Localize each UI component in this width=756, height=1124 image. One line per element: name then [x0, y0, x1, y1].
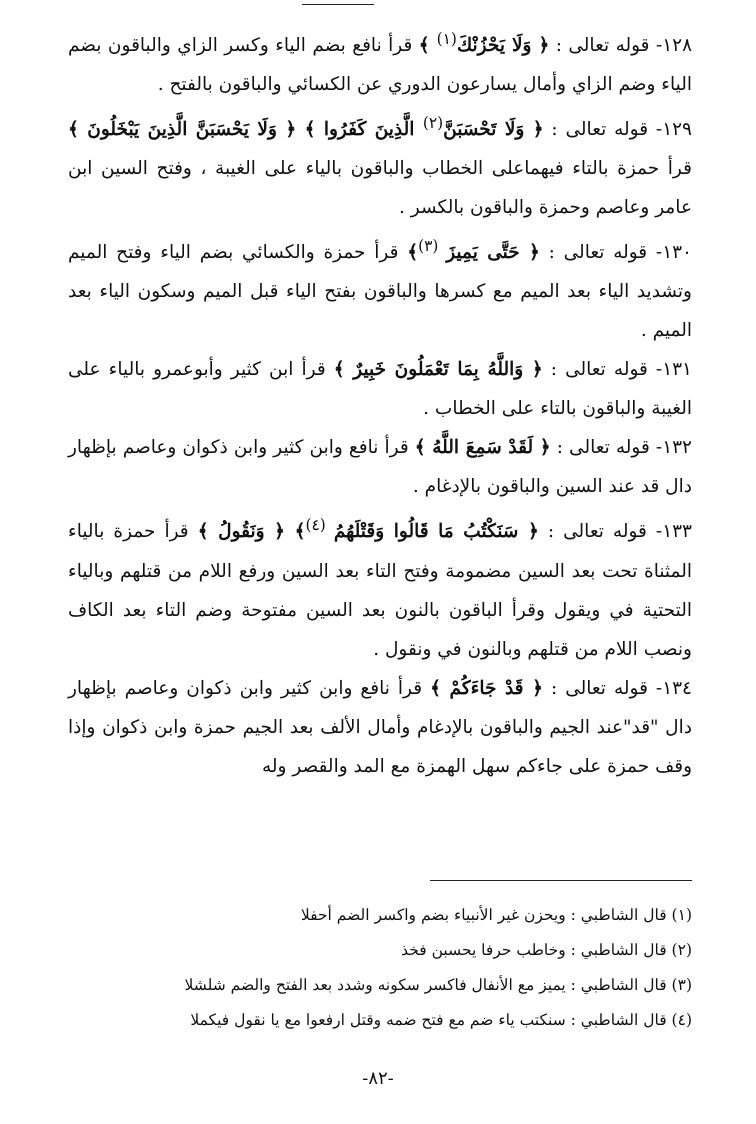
footnote-2: (٢) قال الشاطبي : وخاطب حرفا يحسبن فخذ	[401, 941, 692, 959]
paragraph-part: قرأ نافع وابن كثير وابن ذكوان وعاصم بإظهار دال قد عند السين والباقون بالإدغام .	[68, 437, 692, 498]
top-rule	[302, 4, 374, 5]
footnotes	[100, 898, 692, 1038]
footnote-3: (٣) قال الشاطبي : يميز مع الأنفال فاكسر سكونه وشدد بعد الفتح والضم شلشلا	[184, 976, 692, 994]
quran-verse: ﴿ قَدْ جَاءَكُمْ ﴾	[430, 677, 543, 699]
paragraph-part: ١٣١- قوله تعالى :	[542, 359, 692, 381]
paragraph-130	[68, 227, 692, 350]
paragraph-133	[68, 506, 692, 668]
paragraph-128	[68, 20, 692, 104]
footnote-4: (٤) قال الشاطبي : سنكتب ياء ضم مع فتح ضمه وقتل ارفعوا مع يا نقول فيكملا	[190, 1011, 692, 1029]
quran-verse: ﴿ وَلَا تَحْسَبَنَّ	[443, 119, 544, 141]
footnote-ref: (٢)	[422, 114, 444, 133]
page-number: -٨٢-	[362, 1068, 394, 1089]
quran-verse: ﴾ ﴿ وَنَقُولُ ﴾	[197, 521, 306, 543]
quran-verse: ﴿ وَلَا يَحْزُنْكَ	[456, 35, 550, 57]
paragraph-part: ١٣٠- قوله تعالى :	[539, 242, 692, 264]
quran-verse: الَّذِينَ كَفَرُوا ﴾ ﴿ وَلَا يَحْسَبَنَّ الَّذِينَ يَبْخَلُونَ ﴾	[68, 119, 423, 141]
paragraph-part: ١٢٨- قوله تعالى :	[549, 35, 693, 57]
paragraph-134	[68, 669, 692, 786]
paragraph-part: ١٢٩- قوله تعالى :	[543, 119, 692, 141]
quran-verse: ﴿ وَاللَّهُ بِمَا تَعْمَلُونَ خَبِيرٌ ﴾	[333, 359, 543, 381]
paragraph-129	[68, 104, 692, 227]
paragraph-part: قرأ ابن كثير وأبوعمرو بالياء على الغيبة والباقون بالتاء على الخطاب .	[68, 359, 692, 420]
paragraph-part: ١٣٢- قوله تعالى :	[550, 437, 692, 459]
paragraph-part: قرأ حمزة والكسائي بضم الياء وفتح الميم وتشديد الياء بعد الميم مع كسرها والباقون بفتح الياء قبل الميم وسكون الياء بعد الميم .	[68, 242, 692, 342]
paragraph-part: قرأ حمزة بالتاء فيهماعلى الخطاب والباقون بالياء على الغيبة ، وفتح السين ابن عامر وعاصم وحمزة والباقون بالكسر .	[68, 158, 692, 219]
paragraph-part: ١٣٤- قوله تعالى :	[542, 677, 692, 699]
paragraph-part: قرأ نافع وابن كثير وابن ذكوان وعاصم بإظهار دال "قد"عند الجيم والباقون بالإدغام وأمال الألف بعد الجيم حمزة وابن ذكوان وإذا وقف حمزة على جاءكم سهل الهمزة مع المد والقصر وله	[68, 677, 692, 777]
paragraph-part: قرأ حمزة بالياء المثناة تحت بعد السين مضمومة وفتح التاء بعد السين ورفع اللام من قتلهم وبالياء التحتية في ويقول وقرأ الباقون بالنون بعد السين مفتوحة وضم التاء بعد الكاف ونصب اللام من قتلهم وبالنون في ونقول .	[68, 521, 692, 660]
footnote-ref: (٤)	[305, 516, 334, 535]
footnote-1: (١) قال الشاطبي : ويحزن غير الأنبياء بضم واكسر الضم أحفلا	[300, 906, 692, 924]
quran-verse: ﴿ سَنَكْتُبُ مَا قَالُوا وَقَتْلَهُمُ	[333, 521, 539, 543]
quran-verse: ﴿ لَقَدْ سَمِعَ اللَّهُ ﴾	[414, 437, 551, 459]
footnote-ref: (٣)	[418, 237, 447, 256]
quran-verse: ﴿ حَتَّى يَمِيزَ	[446, 242, 540, 264]
quran-verse: ﴾	[407, 242, 419, 264]
paragraph-part: ١٣٣- قوله تعالى :	[538, 521, 692, 543]
main-text	[68, 20, 692, 786]
footnote-separator	[430, 880, 692, 881]
paragraph-131	[68, 350, 692, 428]
footnote-ref: (١)	[436, 30, 457, 48]
paragraph-part: قرأ نافع بضم الياء وكسر الزاي والباقون بضم الياء وضم الزاي وأمال يسارعون الدوري عن الكسائي والباقون بالفتح .	[68, 35, 692, 96]
quran-verse: ﴾	[418, 35, 437, 57]
paragraph-132	[68, 428, 692, 506]
